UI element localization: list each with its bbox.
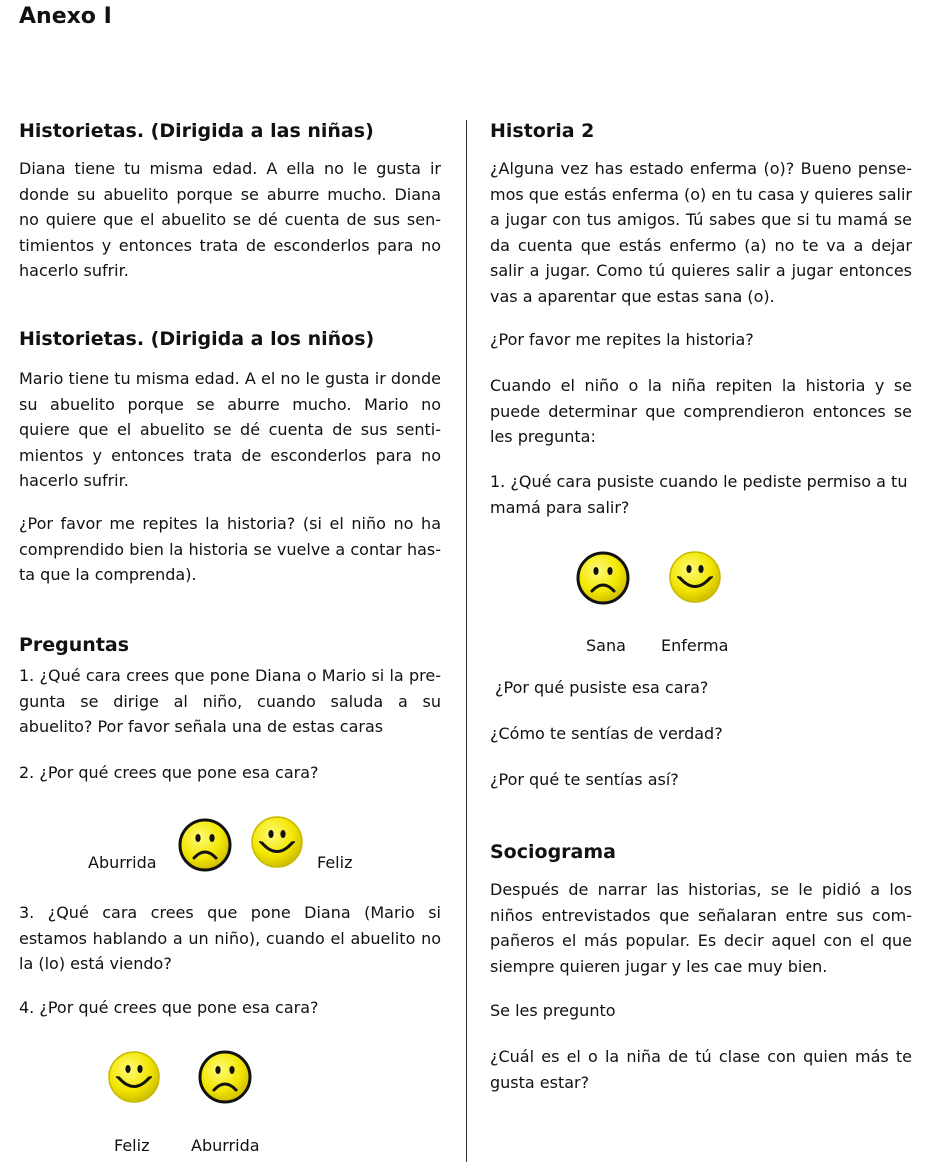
sad-face-icon[interactable] xyxy=(198,1050,252,1104)
heading-boys: Historietas. (Dirigida a los niños) xyxy=(19,328,375,350)
question-1: 1. ¿Qué cara crees que pone Diana o Mario si la pregunta se dirige al niño, cuando saluda a su abuelito? Por favor señala una de estas caras xyxy=(19,666,441,737)
face-label-happy: Feliz xyxy=(317,853,353,872)
sociogram-heading: Sociograma xyxy=(490,841,616,863)
column-divider xyxy=(466,120,467,1162)
repeat-request: ¿Por favor me repites la historia? (si el niño no ha comprendido bien la historia se vuelve a contar hasta que la comprenda). xyxy=(19,514,441,585)
face-label-sick: Enferma xyxy=(661,636,729,655)
repeat-request: ¿Por favor me repites la historia? xyxy=(490,330,754,349)
asked-text: Se les pregunto xyxy=(490,1001,616,1020)
happy-face-icon[interactable] xyxy=(107,1050,161,1104)
face-label-healthy: Sana xyxy=(586,636,626,655)
sociogram-text: Después de narrar las historias, se le pidió a los niños entrevistados que señalaran entre sus compañeros el más popular. Es decir aquel con el que siempre quieren jugar y les cae muy bien. xyxy=(490,880,912,976)
heading-story-2: Historia 2 xyxy=(490,120,595,142)
sad-face-icon[interactable] xyxy=(178,818,232,872)
heading-girls: Historietas. (Dirigida a las niñas) xyxy=(19,120,374,142)
happy-face-icon[interactable] xyxy=(668,550,722,604)
final-question: ¿Cuál es el o la niña de tú clase con quien más te gusta estar? xyxy=(490,1047,912,1092)
face-label-bored: Aburrida xyxy=(191,1136,260,1155)
page-title: Anexo I xyxy=(19,4,112,29)
question-how-felt: ¿Cómo te sentías de verdad? xyxy=(490,724,723,743)
happy-face-icon[interactable] xyxy=(250,815,304,869)
story-2: ¿Alguna vez has estado enferma (o)? Bueno pensemos que estás enferma (o) en tu casa y quieres salir a jugar con tus amigos. Tú sabes que si tu mamá se da cuenta que estás enfermo (a) no te va a dejar salir a jugar. Como tú quieres salir a jugar entonces vas a aparentar que estas sana (o). xyxy=(490,159,912,306)
question-1: 1. ¿Qué cara pusiste cuando le pediste permiso a tu mamá para salir? xyxy=(490,472,908,517)
question-why-face: ¿Por qué pusiste esa cara? xyxy=(495,678,709,697)
question-4: 4. ¿Por qué crees que pone esa cara? xyxy=(19,998,319,1017)
sad-face-icon[interactable] xyxy=(576,551,630,605)
question-why-felt: ¿Por qué te sentías así? xyxy=(490,770,679,789)
story-boys: Mario tiene tu misma edad. A el no le gusta ir donde su abuelito porque se aburre mucho. Mario no quiere que el abuelito se dé cuenta de sus sentimientos y entonces trata de esconderlos para no hacerlo sufrir. xyxy=(19,369,441,491)
question-2: 2. ¿Por qué crees que pone esa cara? xyxy=(19,763,319,782)
face-label-happy: Feliz xyxy=(114,1136,150,1155)
questions-heading: Preguntas xyxy=(19,634,130,656)
question-3: 3. ¿Qué cara crees que pone Diana (Mario si estamos hablando a un niño), cuando el abuelito no la (lo) está viendo? xyxy=(19,903,441,974)
story-girls: Diana tiene tu misma edad. A ella no le gusta ir donde su abuelito porque se aburre mucho. Diana no quiere que el abuelito se dé cuenta de sus sentimientos y entonces trata de esconderlos para no hacerlo sufrir. xyxy=(19,159,441,281)
instructions: Cuando el niño o la niña repiten la historia y se puede determinar que comprendieron entonces se les pregunta: xyxy=(490,376,912,447)
face-label-bored: Aburrida xyxy=(88,853,157,872)
